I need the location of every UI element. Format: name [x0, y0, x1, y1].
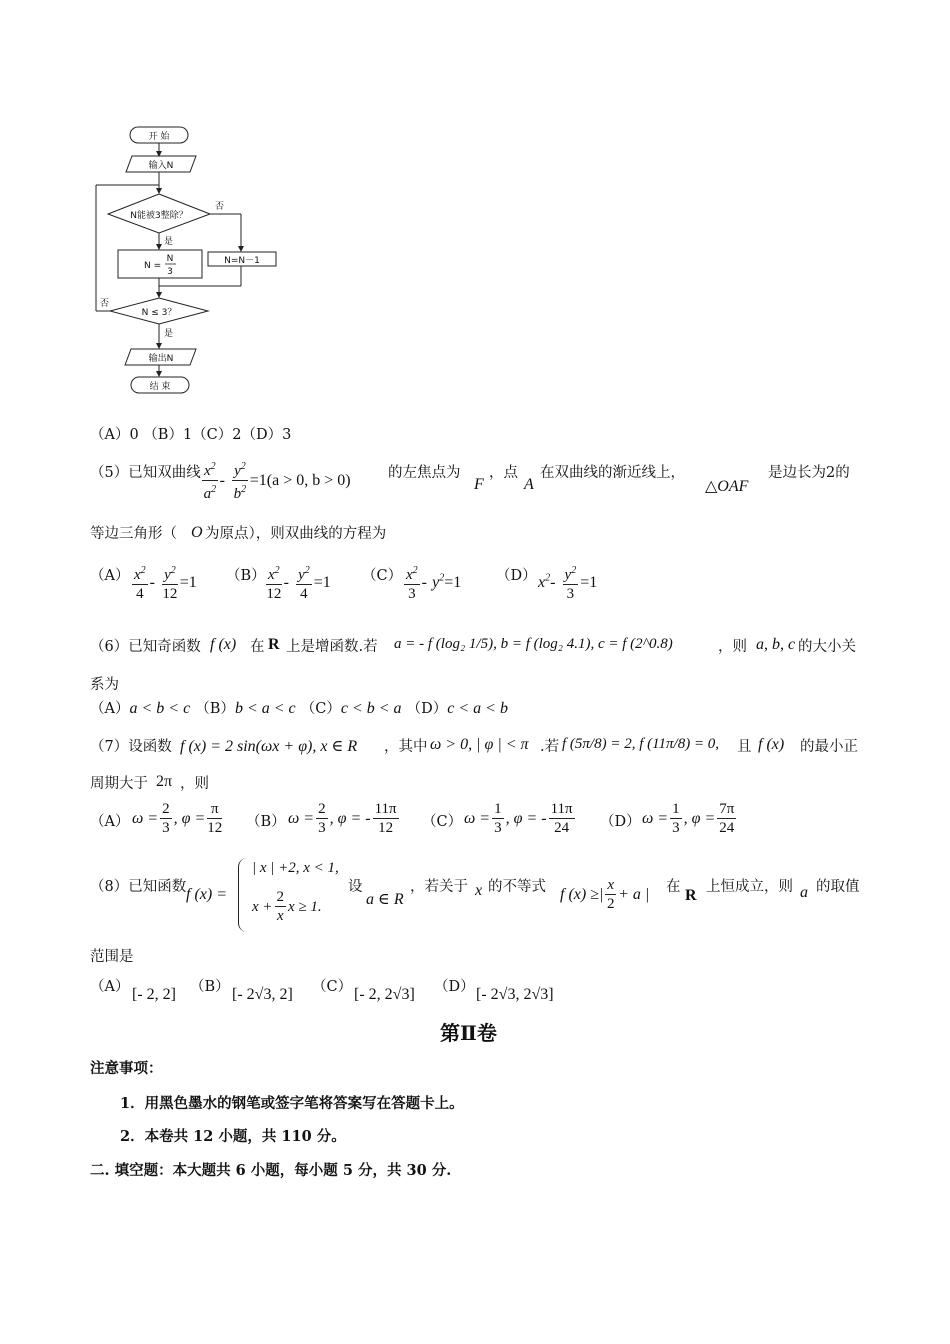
flow-decision2-label: N ≤ 3？ [141, 308, 177, 318]
q5-optA: $\frac{x^2}{4}$ - $\frac{y^2}{12}$ =1 [130, 562, 197, 603]
q5-F: F [474, 476, 484, 493]
q6-text3: ，则 [718, 639, 747, 655]
q7-optA: ω = $\frac{2}{3}$ , φ = $\frac{\pi}{12}$ [132, 801, 223, 836]
part2-title: 第Ⅱ卷 [440, 1021, 497, 1045]
q6-text4: 的大小关 [798, 639, 856, 655]
q8-text1: 设 [348, 879, 363, 895]
q7-optC-label: （C） [422, 814, 463, 830]
q8-optC-label: （C） [312, 979, 353, 995]
flow-start-label: 开 始 [148, 132, 170, 142]
q5-optD-label: （D） [496, 568, 537, 584]
q5-triangle: △OAF [705, 478, 749, 495]
q8-optB-label: （B） [190, 979, 230, 995]
q6-abc: a, b, c [756, 636, 796, 653]
flow-no1-label: 否 [215, 202, 225, 212]
q8-aR: a ∈ R [366, 891, 404, 908]
q6-optC-label: （C） [300, 701, 341, 717]
q5-optC-label: （C） [362, 568, 403, 584]
q6-optB-label: （B） [195, 701, 235, 717]
q7-fx: f (x) [758, 736, 785, 753]
q5-optD: $x^2-$ $\frac{y^2}{3}$ =1 [538, 562, 597, 603]
q6-line2: 系为 [90, 677, 119, 693]
flow-input-label: 输入N [148, 161, 174, 171]
q5-optB-label: （B） [226, 568, 266, 584]
q6-optB: b < a < c [234, 700, 296, 717]
q7-fdef: f (x) = 2 sin(ωx + φ), x ∈ R [180, 738, 358, 755]
q8-text-in: 在 [666, 879, 681, 895]
q5-optB: $\frac{x^2}{12}$ - $\frac{y^2}{4}$ =1 [264, 562, 331, 603]
q6-intro: （6）已知奇函数 [90, 639, 201, 655]
q8-text3: 的不等式 [488, 879, 546, 895]
q5-intro: （5）已知双曲线 [90, 465, 201, 481]
part2-item1: 1．用黑色墨水的钢笔或签字笔将答案写在答题卡上。 [120, 1095, 464, 1112]
flow-no2-label: 否 [100, 299, 110, 309]
q7-optB: ω = $\frac{2}{3}$ , φ = - $\frac{11\pi}{12}$ [288, 801, 397, 836]
q7-line2b: ，则 [180, 776, 209, 792]
q5-text1: 的左焦点为 [388, 465, 461, 481]
q8-optA-label: （A） [90, 979, 130, 995]
q7-optC: ω = $\frac{1}{3}$ , φ = - $\frac{11\pi}{24}$ [464, 801, 573, 836]
flow-yes2-label: 是 [164, 329, 174, 339]
q5-eq-rhs: =1(a > 0, b > 0) [249, 472, 351, 489]
flow-assign1-lhs: N = [144, 261, 162, 271]
q8-optD-label: （D） [434, 979, 475, 995]
q7-text4: 的最小正 [800, 739, 858, 755]
q4-options: （A）0 （B）1（C）2（D）3 [90, 427, 292, 443]
q7-line2a: 周期大于 [90, 776, 148, 792]
q7-twopi: 2π [156, 773, 173, 790]
part2-notice: 注意事项： [90, 1060, 163, 1077]
q7-optD: ω = $\frac{1}{3}$ , φ = $\frac{7\pi}{24}$ [642, 801, 735, 836]
part2-item2: 2．本卷共 12 小题，共 110 分。 [120, 1128, 346, 1145]
q5-O: O [191, 524, 203, 541]
q8-case1: | x | +2, x < 1, [252, 860, 339, 876]
flow-end-label: 结 束 [149, 382, 171, 392]
q5-line2b: 为原点），则双曲线的方程为 [205, 526, 387, 542]
q7-optA-label: （A） [90, 814, 130, 830]
q8-text5: 的取值 [816, 879, 860, 895]
flow-assign2-label: N=N－1 [224, 256, 260, 266]
q8-optA: [- 2, 2] [132, 986, 176, 1003]
q6-expr: a = - f (log₂ 1/5), b = f (log₂ 4.1), c = f (2^0.8) [394, 636, 673, 652]
q8-line2: 范围是 [90, 949, 134, 965]
q7-text3: 且 [737, 739, 752, 755]
flow-assign1-den: 3 [167, 267, 173, 277]
q8-R: R [685, 887, 697, 904]
flow-assign1-num: N [166, 254, 174, 264]
q6-fx: f (x) [210, 636, 237, 653]
q6-optD: c < a < b [447, 700, 508, 717]
q8-brace [238, 858, 247, 932]
q6-R: R [268, 636, 280, 653]
q8-optB: [- 2√3, 2] [232, 986, 293, 1003]
q5-A: A [524, 476, 534, 493]
q6-text1: 在 [250, 639, 265, 655]
q8-a: a [800, 884, 808, 901]
q8-x: x [475, 882, 483, 899]
flow-output-label: 输出N [148, 354, 174, 364]
q7-intro: （7）设函数 [90, 739, 172, 755]
q6-optC: c < b < a [340, 700, 402, 717]
q8-case2-expr: x + $\frac{2}{x}$ x ≥ 1. [252, 889, 322, 924]
q5-text3: 在双曲线的渐近线上， [540, 465, 685, 481]
flowchart [88, 120, 288, 400]
q6-optA-label: （A） [90, 701, 130, 717]
q8-optD: [- 2√3, 2√3] [476, 986, 554, 1003]
q7-f1: f (5π/8) = 2, f (11π/8) = 0, [562, 736, 720, 752]
q5-optA-label: （A） [90, 568, 130, 584]
q6-optD-label: （D） [406, 701, 448, 717]
q6-options [90, 698, 508, 719]
q7-cond: ω > 0, | φ | < π [430, 736, 529, 753]
q5-optC-rhs: =1 [444, 574, 462, 591]
q5-line2a: 等边三角形（ [90, 526, 177, 542]
q5-optD-rhs: =1 [580, 574, 598, 591]
q7-optB-label: （B） [246, 814, 286, 830]
q8-inequality: f (x) ≥| $\frac{x}{2}$ + a | [560, 877, 650, 912]
q8-optC: [- 2, 2√3] [354, 986, 415, 1003]
q8-fx: f (x) = [186, 886, 227, 903]
q5-text4: 是边长为2的 [768, 465, 850, 481]
q5-text2: ，点 [489, 465, 518, 481]
q5-optA-rhs: =1 [179, 574, 197, 591]
q7-text1: ，其中 [384, 739, 428, 755]
q7-text2: .若 [540, 739, 560, 755]
q8-case2: x ≥ 1. [288, 899, 322, 915]
q6-text2: 上是增函数.若 [286, 639, 378, 655]
q8-intro: （8）已知函数 [90, 879, 187, 895]
q5-equation: $\frac{x^2}{a^2}$ - $\frac{y^2}{b^2}$ =1(a > 0, b > 0) [200, 458, 351, 503]
q5-optC: $\frac{x^2}{3}$ - $y^2=1$ [402, 562, 461, 603]
q8-text4: 上恒成立，则 [706, 879, 793, 895]
part2-section: 二. 填空题：本大题共 6 小题，每小题 5 分，共 30 分. [90, 1162, 452, 1179]
q8-text2: ，若关于 [410, 879, 468, 895]
q6-optA: a < b < c [129, 700, 191, 717]
q5-optB-rhs: =1 [313, 574, 331, 591]
flow-yes1-label: 是 [164, 237, 174, 247]
flow-decision1-label: N能被3整除？ [130, 211, 188, 221]
q7-optD-label: （D） [600, 814, 641, 830]
